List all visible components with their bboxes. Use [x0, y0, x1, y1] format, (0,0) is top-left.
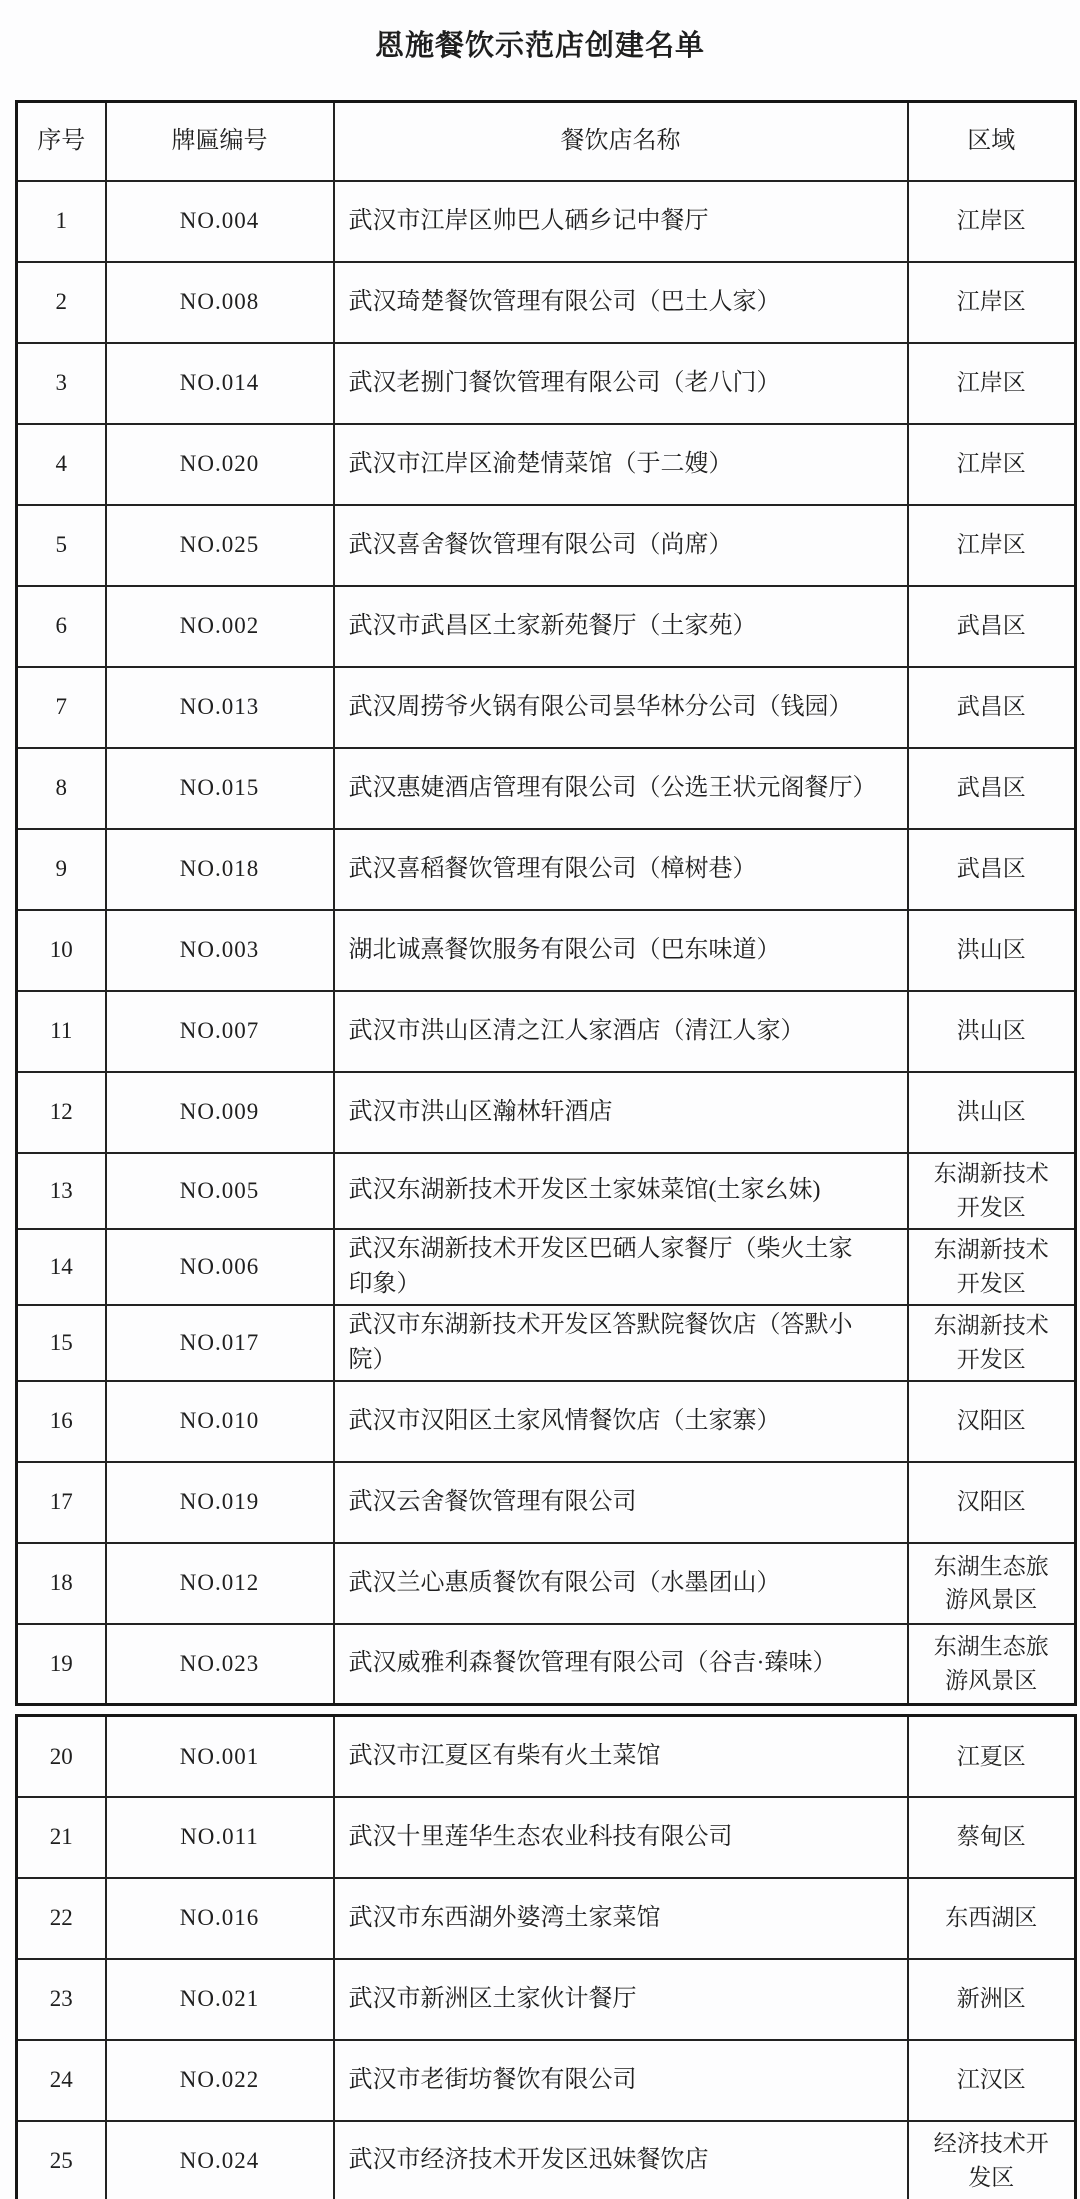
cell-restaurant-name: 武汉琦楚餐饮管理有限公司（巴土人家） — [334, 262, 908, 343]
cell-serial: 8 — [17, 748, 106, 829]
cell-serial: 1 — [17, 181, 106, 262]
cell-restaurant-name: 武汉惠婕酒店管理有限公司（公选王状元阁餐厅） — [334, 748, 908, 829]
cell-restaurant-name: 武汉十里莲华生态农业科技有限公司 — [334, 1797, 908, 1878]
roster-table-page-2 — [15, 1714, 1077, 2199]
table-row — [17, 1153, 1076, 1229]
table-row — [17, 1959, 1076, 2040]
table-row — [17, 505, 1076, 586]
cell-restaurant-name: 武汉市武昌区土家新苑餐厅（土家苑） — [334, 586, 908, 667]
table-row — [17, 2040, 1076, 2121]
cell-serial: 17 — [17, 1462, 106, 1543]
header-plate-number: 牌匾编号 — [106, 102, 334, 181]
cell-plate-number: NO.007 — [106, 991, 334, 1072]
cell-plate-number: NO.017 — [106, 1305, 334, 1381]
table-row — [17, 1878, 1076, 1959]
cell-serial: 3 — [17, 343, 106, 424]
cell-region: 江汉区 — [908, 2040, 1076, 2121]
table-row — [17, 1229, 1076, 1305]
table-row — [17, 1305, 1076, 1381]
cell-region: 东湖新技术开发区 — [908, 1305, 1076, 1381]
cell-plate-number: NO.016 — [106, 1878, 334, 1959]
cell-region: 江岸区 — [908, 262, 1076, 343]
cell-restaurant-name: 武汉市江夏区有柴有火土菜馆 — [334, 1716, 908, 1797]
cell-serial: 11 — [17, 991, 106, 1072]
table-row — [17, 586, 1076, 667]
cell-restaurant-name: 湖北诚熹餐饮服务有限公司（巴东味道） — [334, 910, 908, 991]
cell-serial: 24 — [17, 2040, 106, 2121]
cell-serial: 5 — [17, 505, 106, 586]
cell-region: 江岸区 — [908, 343, 1076, 424]
cell-serial: 14 — [17, 1229, 106, 1305]
cell-region: 武昌区 — [908, 748, 1076, 829]
cell-region: 江岸区 — [908, 424, 1076, 505]
table-row — [17, 667, 1076, 748]
cell-restaurant-name: 武汉市汉阳区土家风情餐饮店（土家寨） — [334, 1381, 908, 1462]
cell-region: 洪山区 — [908, 991, 1076, 1072]
cell-serial: 22 — [17, 1878, 106, 1959]
page-title: 恩施餐饮示范店创建名单 — [374, 30, 705, 62]
table-row — [17, 1716, 1076, 1797]
cell-plate-number: NO.023 — [106, 1624, 334, 1705]
table-row — [17, 343, 1076, 424]
cell-restaurant-name: 武汉市江岸区帅巴人硒乡记中餐厅 — [334, 181, 908, 262]
cell-restaurant-name: 武汉市老街坊餐饮有限公司 — [334, 2040, 908, 2121]
cell-serial: 19 — [17, 1624, 106, 1705]
cell-restaurant-name: 武汉市东西湖外婆湾土家菜馆 — [334, 1878, 908, 1959]
cell-serial: 20 — [17, 1716, 106, 1797]
cell-region: 江岸区 — [908, 181, 1076, 262]
cell-serial: 4 — [17, 424, 106, 505]
cell-restaurant-name: 武汉市洪山区清之江人家酒店（清江人家） — [334, 991, 908, 1072]
table-row — [17, 424, 1076, 505]
cell-serial: 21 — [17, 1797, 106, 1878]
cell-serial: 23 — [17, 1959, 106, 2040]
cell-region: 武昌区 — [908, 586, 1076, 667]
table-row — [17, 910, 1076, 991]
cell-restaurant-name: 武汉兰心惠质餐饮有限公司（水墨团山） — [334, 1543, 908, 1624]
cell-plate-number: NO.022 — [106, 2040, 334, 2121]
cell-region: 东湖生态旅游风景区 — [908, 1624, 1076, 1705]
table-row — [17, 1462, 1076, 1543]
table-header-row — [17, 102, 1076, 181]
cell-plate-number: NO.025 — [106, 505, 334, 586]
table-row — [17, 991, 1076, 1072]
cell-plate-number: NO.005 — [106, 1153, 334, 1229]
cell-restaurant-name: 武汉东湖新技术开发区巴硒人家餐厅（柴火土家印象） — [334, 1229, 908, 1305]
cell-region: 江夏区 — [908, 1716, 1076, 1797]
cell-serial: 9 — [17, 829, 106, 910]
cell-restaurant-name: 武汉喜稻餐饮管理有限公司（樟树巷） — [334, 829, 908, 910]
cell-plate-number: NO.009 — [106, 1072, 334, 1153]
cell-region: 东湖新技术开发区 — [908, 1153, 1076, 1229]
cell-plate-number: NO.020 — [106, 424, 334, 505]
cell-restaurant-name: 武汉老捌门餐饮管理有限公司（老八门） — [334, 343, 908, 424]
cell-serial: 15 — [17, 1305, 106, 1381]
cell-region: 东西湖区 — [908, 1878, 1076, 1959]
cell-serial: 16 — [17, 1381, 106, 1462]
cell-plate-number: NO.021 — [106, 1959, 334, 2040]
cell-restaurant-name: 武汉市东湖新技术开发区答默院餐饮店（答默小院） — [334, 1305, 908, 1381]
cell-plate-number: NO.019 — [106, 1462, 334, 1543]
cell-serial: 6 — [17, 586, 106, 667]
cell-region: 汉阳区 — [908, 1381, 1076, 1462]
cell-region: 经济技术开发区 — [908, 2121, 1076, 2199]
header-restaurant-name: 餐饮店名称 — [334, 102, 908, 181]
table-row — [17, 1543, 1076, 1624]
cell-plate-number: NO.014 — [106, 343, 334, 424]
cell-plate-number: NO.002 — [106, 586, 334, 667]
table-row — [17, 2121, 1076, 2199]
cell-restaurant-name: 武汉周捞爷火锅有限公司昙华林分公司（钱园） — [334, 667, 908, 748]
cell-plate-number: NO.011 — [106, 1797, 334, 1878]
cell-plate-number: NO.004 — [106, 181, 334, 262]
cell-restaurant-name: 武汉威雅利森餐饮管理有限公司（谷吉·臻味） — [334, 1624, 908, 1705]
cell-plate-number: NO.013 — [106, 667, 334, 748]
table-row — [17, 829, 1076, 910]
cell-region: 洪山区 — [908, 910, 1076, 991]
table-row — [17, 1072, 1076, 1153]
cell-region: 东湖新技术开发区 — [908, 1229, 1076, 1305]
cell-plate-number: NO.010 — [106, 1381, 334, 1462]
cell-region: 蔡甸区 — [908, 1797, 1076, 1878]
cell-restaurant-name: 武汉市新洲区土家伙计餐厅 — [334, 1959, 908, 2040]
header-region: 区域 — [908, 102, 1076, 181]
cell-restaurant-name: 武汉云舍餐饮管理有限公司 — [334, 1462, 908, 1543]
cell-region: 新洲区 — [908, 1959, 1076, 2040]
cell-restaurant-name: 武汉市洪山区瀚林轩酒店 — [334, 1072, 908, 1153]
table-row — [17, 181, 1076, 262]
cell-restaurant-name: 武汉市经济技术开发区迅妹餐饮店 — [334, 2121, 908, 2199]
cell-serial: 13 — [17, 1153, 106, 1229]
cell-plate-number: NO.006 — [106, 1229, 334, 1305]
cell-region: 洪山区 — [908, 1072, 1076, 1153]
cell-plate-number: NO.001 — [106, 1716, 334, 1797]
cell-region: 东湖生态旅游风景区 — [908, 1543, 1076, 1624]
table-row — [17, 748, 1076, 829]
cell-serial: 25 — [17, 2121, 106, 2199]
cell-plate-number: NO.008 — [106, 262, 334, 343]
cell-restaurant-name: 武汉喜舍餐饮管理有限公司（尚席） — [334, 505, 908, 586]
roster-table-page-1 — [15, 100, 1077, 1706]
cell-plate-number: NO.024 — [106, 2121, 334, 2199]
cell-serial: 2 — [17, 262, 106, 343]
cell-serial: 12 — [17, 1072, 106, 1153]
cell-plate-number: NO.018 — [106, 829, 334, 910]
table-row — [17, 1624, 1076, 1705]
cell-region: 江岸区 — [908, 505, 1076, 586]
cell-region: 汉阳区 — [908, 1462, 1076, 1543]
cell-plate-number: NO.003 — [106, 910, 334, 991]
cell-region: 武昌区 — [908, 667, 1076, 748]
roster-table-container — [15, 100, 1074, 2199]
cell-region: 武昌区 — [908, 829, 1076, 910]
cell-restaurant-name: 武汉东湖新技术开发区土家妹菜馆(土家幺妹) — [334, 1153, 908, 1229]
header-serial: 序号 — [17, 102, 106, 181]
cell-plate-number: NO.015 — [106, 748, 334, 829]
table-row — [17, 1381, 1076, 1462]
cell-serial: 18 — [17, 1543, 106, 1624]
cell-restaurant-name: 武汉市江岸区渝楚情菜馆（于二嫂） — [334, 424, 908, 505]
table-row — [17, 1797, 1076, 1878]
cell-serial: 10 — [17, 910, 106, 991]
cell-serial: 7 — [17, 667, 106, 748]
cell-plate-number: NO.012 — [106, 1543, 334, 1624]
table-row — [17, 262, 1076, 343]
